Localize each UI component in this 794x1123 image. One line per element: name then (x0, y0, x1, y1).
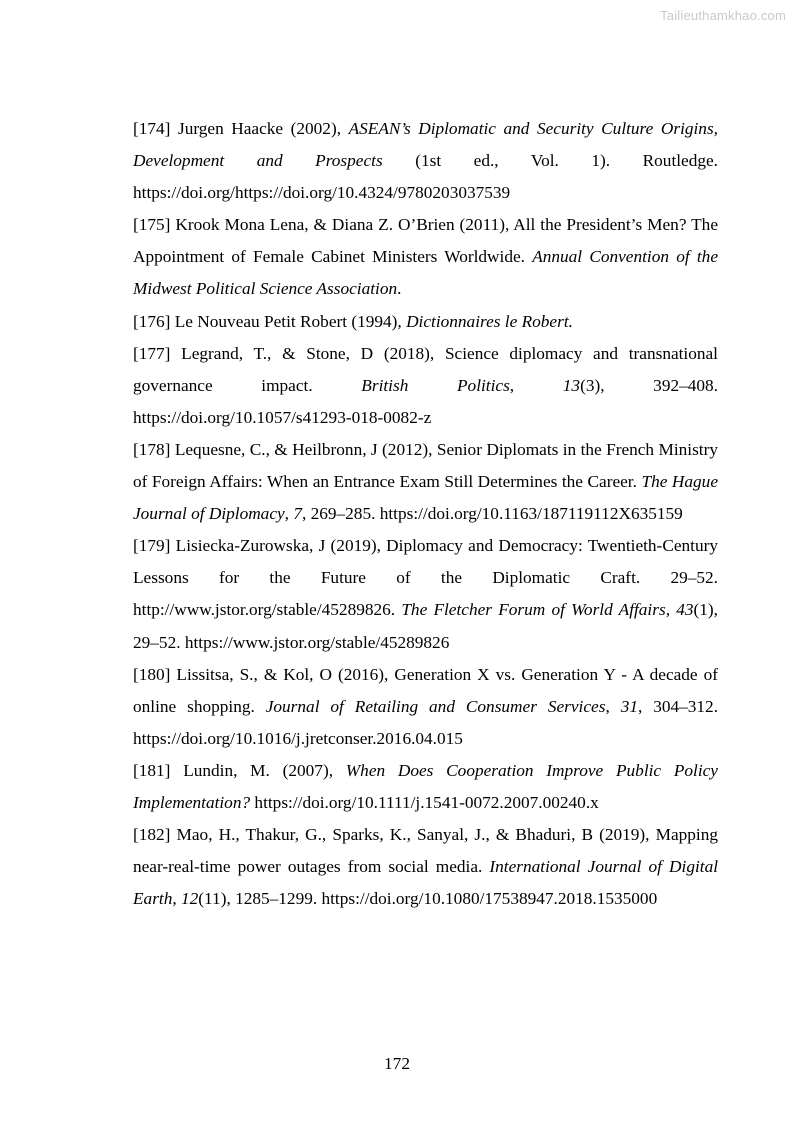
reference-text: , (665, 600, 677, 620)
reference-text: (3), 392–408. https://doi.org/10.1057/s41293-018-0082-z (133, 375, 718, 427)
reference-text: [180] Lissitsa, S., & Kol, O (2016), Generation X vs. Generation Y - A decade of online shopping. (133, 664, 718, 716)
reference-italic-text: Annual Convention of the Midwest Political Science Association (133, 247, 718, 299)
reference-entry-175 (133, 209, 718, 305)
page-number: 172 (384, 1054, 410, 1073)
reference-text: https://doi.org/10.1111/j.1541-0072.2007.00240.x (250, 792, 599, 812)
reference-italic-text: 43 (676, 600, 694, 620)
reference-entry-176 (133, 306, 718, 338)
reference-text: [178] Lequesne, C., & Heilbronn, J (2012), Senior Diplomats in the French Ministry of Foreign Affairs: When an Entrance Exam Still Determines the Career. (133, 439, 718, 492)
reference-text: [182] Mao, H., Thakur, G., Sparks, K., Sanyal, J., & Bhaduri, B (2019), Mapping near-real-time power outages from social media. (133, 825, 718, 877)
reference-entry-174 (133, 113, 718, 209)
reference-italic-text: 13 (562, 375, 581, 395)
reference-text: [175] Krook Mona Lena, & Diana Z. O’Brien (2011), All the President’s Men? The Appointment of Female Cabinet Ministers Worldwide. (133, 215, 718, 267)
reference-italic-text: 12 (181, 889, 199, 909)
watermark-text: Tailieuthamkhao.com (660, 8, 786, 23)
reference-italic-text: 31 (620, 696, 638, 716)
reference-text: , 269–285. https://doi.org/10.1163/187119112X635159 (301, 504, 683, 524)
reference-text: (1st ed., Vol. 1). Routledge. https://doi.org/https://doi.org/10.4324/9780203037539 (133, 151, 718, 203)
reference-text: [176] Le Nouveau Petit Robert (1994), (133, 311, 407, 331)
reference-text: , (284, 504, 294, 524)
reference-entry-177 (133, 338, 718, 434)
reference-text: , (605, 696, 621, 716)
reference-italic-text: ASEAN’s Diplomatic and Security Culture Origins, Development and Prospects (133, 119, 718, 171)
reference-italic-text: International Journal of Digital Earth (133, 857, 719, 909)
reference-italic-text: The Fletcher Forum of World Affairs (401, 600, 666, 620)
reference-italic-text: When Does Cooperation Improve Public Policy Implementation? (133, 760, 718, 812)
reference-entry-180 (133, 659, 718, 755)
reference-text: (1), 29–52. https://www.jstor.org/stable/45289826 (133, 600, 718, 652)
reference-entry-179 (133, 530, 718, 658)
reference-entry-182 (133, 819, 718, 915)
reference-italic-text: British Politics (361, 375, 510, 395)
reference-italic-text: The Hague Journal of Diplomacy (133, 472, 718, 524)
reference-italic-text: Journal of Retailing and Consumer Services (265, 696, 606, 716)
reference-italic-text: Dictionnaires le Robert. (406, 311, 573, 331)
reference-text: , (509, 375, 563, 395)
reference-text: (11), 1285–1299. https://doi.org/10.1080/17538947.2018.1535000 (198, 889, 658, 909)
reference-text: [181] Lundin, M. (2007), (133, 760, 346, 780)
reference-text: [179] Lisiecka-Zurowska, J (2019), Diplomacy and Democracy: Twentieth-Century Lessons for the Future of the Diplomatic Craft. 29–52. http://www.jstor.org/stable/45289826. (133, 536, 718, 620)
reference-entry-178 (133, 434, 718, 530)
reference-entry-181 (133, 755, 718, 819)
reference-text: , (172, 889, 182, 909)
reference-italic-text: 7 (293, 504, 302, 524)
reference-text: [174] Jurgen Haacke (2002), (133, 119, 349, 138)
reference-text: , 304–312. https://doi.org/10.1016/j.jretconser.2016.04.015 (133, 696, 719, 748)
reference-list (133, 113, 718, 915)
reference-text: [177] Legrand, T., & Stone, D (2018), Science diplomacy and transnational governance impact. (133, 343, 718, 395)
reference-text: . (397, 279, 402, 299)
